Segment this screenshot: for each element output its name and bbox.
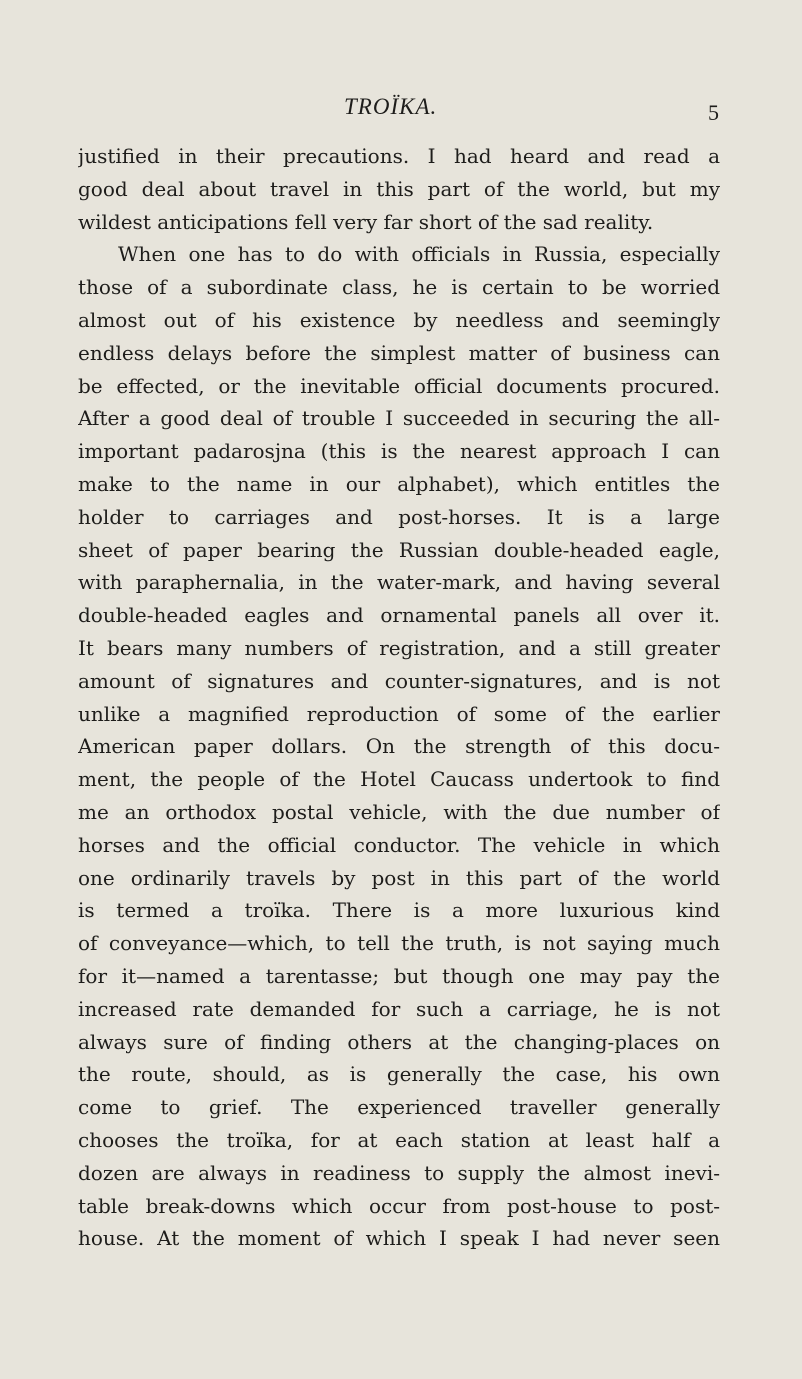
text-line: me an orthodox postal vehicle, with the due number of — [78, 799, 720, 824]
text-line: It bears many numbers of registration, and a still greater — [78, 635, 720, 660]
text-line: endless delays before the simplest matter of business can — [78, 340, 720, 365]
text-line: is termed a troïka. There is a more luxurious kind — [78, 898, 720, 923]
text-line: ment, the people of the Hotel Caucass undertook to find — [78, 767, 720, 792]
text-line: horses and the official conductor. The vehicle in which — [78, 832, 720, 857]
text-line: double-headed eagles and ornamental panels all over it. — [78, 603, 720, 628]
text-line: always sure of finding others at the changing-places on — [78, 1029, 720, 1054]
text-line: for it—named a tarentasse; but though one may pay the — [78, 963, 720, 988]
text-line: come to grief. The experienced traveller generally — [78, 1095, 720, 1120]
text-line: increased rate demanded for such a carriage, he is not — [78, 996, 720, 1021]
text-line: justified in their precautions. I had heard and read a — [78, 144, 720, 168]
text-line: be effected, or the inevitable official documents procured. — [78, 373, 720, 398]
page-header — [0, 92, 802, 128]
running-title: TROÏKA. — [344, 94, 438, 119]
text-line: sheet of paper bearing the Russian double-headed eagle, — [78, 537, 720, 562]
text-line: When one has to do with officials in Russia, especially — [118, 242, 720, 267]
body-text — [78, 140, 720, 1255]
text-line: good deal about travel in this part of the world, but my — [78, 176, 720, 201]
text-line: house. At the moment of which I speak I had never seen — [78, 1226, 720, 1251]
text-line: American paper dollars. On the strength of this docu- — [78, 734, 720, 759]
page-number: 5 — [708, 100, 719, 125]
text-line: with paraphernalia, in the water-mark, and having several — [78, 570, 720, 595]
text-line: amount of signatures and counter-signatures, and is not — [78, 668, 720, 693]
text-line: After a good deal of trouble I succeeded in securing the all- — [78, 406, 720, 431]
text-line: make to the name in our alphabet), which entitles the — [78, 471, 720, 496]
text-line: the route, should, as is generally the case, his own — [78, 1062, 720, 1087]
text-line: unlike a magnified reproduction of some of the earlier — [78, 701, 720, 726]
text-line: one ordinarily travels by post in this part of the world — [78, 865, 720, 890]
text-line: holder to carriages and post-horses. It is a large — [78, 504, 720, 529]
text-line: almost out of his existence by needless and seemingly — [78, 307, 720, 332]
text-line: of conveyance—which, to tell the truth, is not saying much — [78, 931, 720, 956]
text-line: chooses the troïka, for at each station at least half a — [78, 1127, 720, 1152]
text-line: important padarosjna (this is the nearest approach I can — [78, 439, 720, 464]
text-line: table break-downs which occur from post-house to post- — [78, 1193, 720, 1218]
text-line: those of a subordinate class, he is certain to be worried — [78, 275, 720, 300]
text-line: wildest anticipations fell very far short of the sad reality. — [78, 209, 654, 234]
text-line: dozen are always in readiness to supply the almost inevi- — [78, 1160, 720, 1185]
